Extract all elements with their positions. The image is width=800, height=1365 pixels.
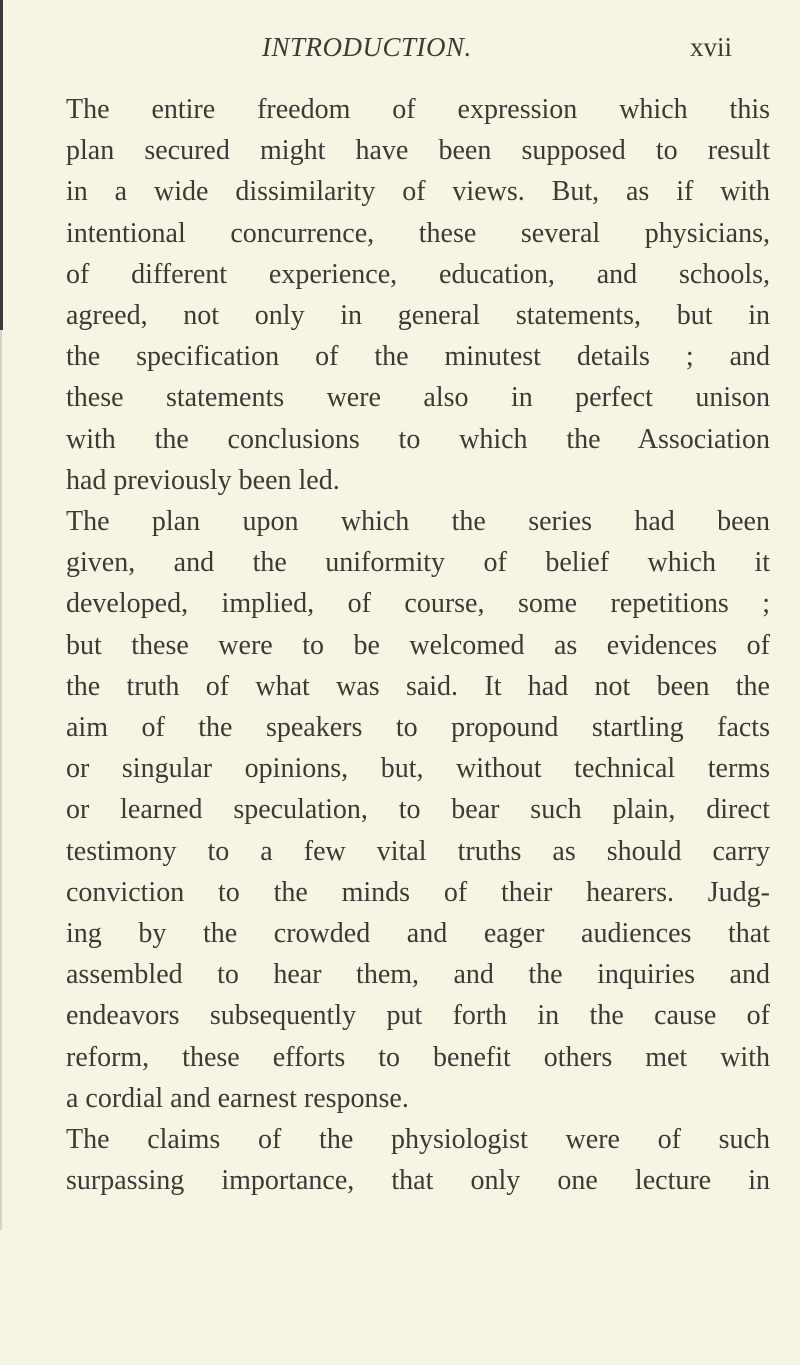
text-line: the specification of the minutest details ; and [66,341,770,373]
text-line: a cordial and earnest response. [66,1082,409,1114]
text-line: testimony to a few vital truths as should carry [66,835,770,867]
text-line: The entire freedom of expression which this [66,94,770,125]
running-header-title: INTRODUCTION. [262,32,472,62]
text-line: reform, these efforts to benefit others met with [66,1041,770,1073]
text-line: with the conclusions to which the Association [66,423,770,455]
text-line: assembled to hear them, and the inquiries and [66,959,770,991]
text-line: agreed, not only in general statements, but in [66,300,770,331]
page-number: xvii [690,32,733,62]
text-line: in a wide dissimilarity of views. But, as if with [66,176,770,208]
page-binding-edge [0,0,3,330]
text-line: endeavors subsequently put forth in the cause of [66,1000,770,1032]
text-line: or learned speculation, to bear such plain, direct [66,794,770,826]
text-line: The claims of the physiologist were of such [66,1124,770,1155]
page-binding-shadow [0,330,2,1230]
text-line: of different experience, education, and schools, [66,258,770,290]
text-line: developed, implied, of course, some repetitions ; [66,588,770,620]
text-line: plan secured might have been supposed to result [66,135,770,167]
text-line: aim of the speakers to propound startling facts [66,712,770,743]
text-line: or singular opinions, but, without technical terms [66,753,770,785]
text-line: these statements were also in perfect unison [66,382,770,414]
text-line: but these were to be welcomed as evidences of [66,629,770,661]
text-line: conviction to the minds of their hearers. Judg- [66,876,770,908]
text-line: intentional concurrence, these several physicians, [66,217,770,249]
text-line: surpassing importance, that only one lecture in [66,1165,770,1197]
text-line: had previously been led. [66,464,340,496]
text-line: given, and the uniformity of belief which it [66,547,770,579]
text-line: the truth of what was said. It had not been the [66,670,770,702]
text-line: The plan upon which the series had been [66,506,770,537]
text-line: ing by the crowded and eager audiences that [66,918,770,949]
